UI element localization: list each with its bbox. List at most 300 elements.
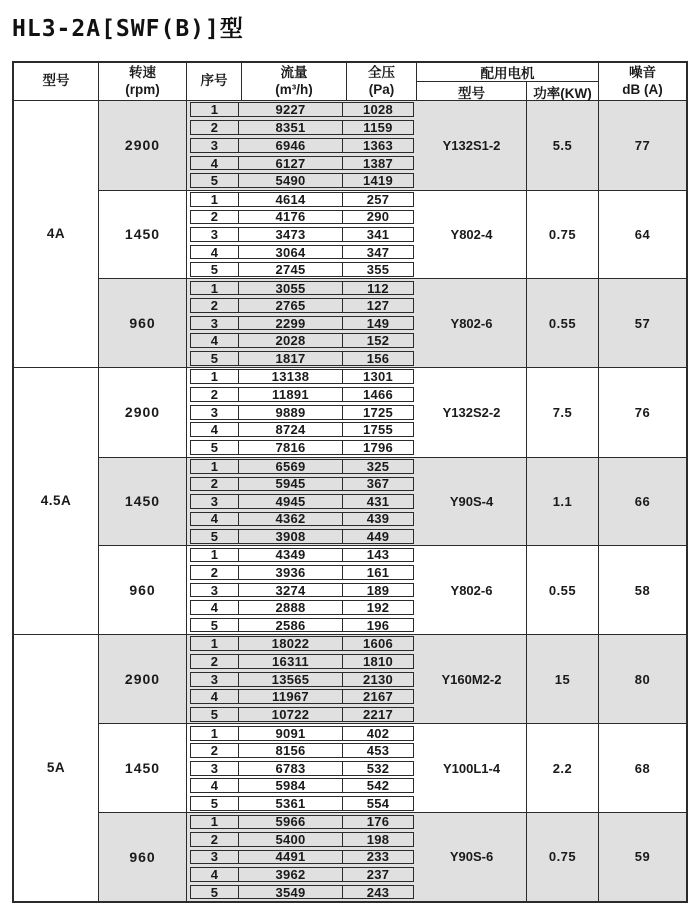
table-row-box: [190, 832, 414, 847]
flow-cell: 4491: [239, 851, 343, 864]
table-row: [190, 760, 414, 778]
pressure-cell: 402: [366, 725, 390, 741]
noise-cell: 57: [634, 315, 651, 331]
table-row-box: [190, 192, 414, 207]
table-row-box: [190, 281, 414, 296]
seq-cell: 1: [191, 727, 239, 740]
rpm-cell: 1450: [99, 724, 187, 812]
seq-cell: 4: [191, 601, 239, 614]
table-row-box: [190, 333, 414, 348]
table-row: [190, 243, 414, 261]
seq-cell: 1: [191, 460, 239, 473]
motor-power-cell: 0.75: [527, 191, 599, 279]
seq-cell: 2: [191, 478, 239, 491]
pressure-cell: 355: [366, 262, 390, 278]
table-row-box: [190, 672, 414, 687]
seq-cell: 3: [191, 139, 239, 152]
table-row-box: [190, 726, 414, 741]
pressure-cell: 1810: [362, 653, 394, 669]
flow-cell: 4349: [239, 549, 343, 562]
motor-model-cell: Y160M2-2: [417, 635, 527, 724]
pressure-cell: 189: [366, 582, 390, 598]
header-flow: [242, 63, 347, 100]
flow-cell: 13138: [239, 370, 343, 383]
table-row-box: [190, 120, 414, 135]
seq-cell: 2: [191, 388, 239, 401]
table-row: [190, 883, 414, 901]
flow-cell: 8156: [239, 744, 343, 757]
header-seq: [187, 63, 242, 100]
rpm-cell: 2900: [99, 101, 187, 190]
table-row: [190, 297, 414, 315]
seq-cell: 5: [191, 708, 239, 721]
table-row: [190, 724, 414, 742]
pressure-cell: 367: [366, 476, 390, 492]
pressure-cell: 152: [366, 333, 390, 349]
noise-cell: 77: [634, 137, 651, 153]
rpm-cell: 960: [99, 279, 187, 367]
seq-cell: 5: [191, 174, 239, 187]
flow-cell: 3473: [239, 228, 343, 241]
table-row: [190, 528, 414, 546]
noise-cell: 64: [634, 226, 651, 242]
seq-cell: 3: [191, 228, 239, 241]
pressure-cell: 196: [366, 617, 390, 633]
header-seq-label: 序号: [200, 73, 228, 89]
seq-cell: 4: [191, 423, 239, 436]
flow-cell: 9227: [239, 103, 343, 116]
motor-power-cell: 15: [527, 635, 599, 724]
seq-cell: 2: [191, 744, 239, 757]
flow-cell: 4614: [239, 193, 343, 206]
flow-cell: 3908: [239, 530, 343, 543]
header-pressure: [347, 63, 417, 100]
inner-rows: [187, 635, 417, 724]
seq-cell: 4: [191, 246, 239, 259]
motor-power-cell: 5.5: [527, 101, 599, 190]
flow-cell: 4176: [239, 211, 343, 224]
speed-block: [99, 545, 686, 634]
motor-power-cell: 0.75: [527, 813, 599, 901]
seq-cell: 1: [191, 103, 239, 116]
noise-cell: 80: [634, 671, 651, 687]
table-row: [190, 208, 414, 226]
seq-cell: 3: [191, 584, 239, 597]
pressure-cell: 1363: [362, 137, 394, 153]
flow-cell: 6946: [239, 139, 343, 152]
table-row: [190, 191, 414, 209]
speed-blocks: [99, 368, 686, 634]
header-flow-line1: 流量: [280, 64, 308, 80]
table-row-box: [190, 351, 414, 366]
table-row-box: [190, 850, 414, 865]
pressure-cell: 347: [366, 244, 390, 260]
pressure-cell: 127: [366, 298, 390, 314]
flow-cell: 16311: [239, 655, 343, 668]
table-row-box: [190, 512, 414, 527]
motor-model-cell: Y100L1-4: [417, 724, 527, 812]
header-pressure-line1: 全压: [368, 64, 395, 80]
table-row: [190, 226, 414, 244]
spec-table: [12, 61, 688, 903]
table-row-box: [190, 565, 414, 580]
header-motor-group: [417, 63, 599, 100]
pressure-cell: 1419: [362, 173, 394, 189]
flow-cell: 3936: [239, 566, 343, 579]
pressure-cell: 449: [366, 528, 390, 544]
table-row-box: [190, 885, 414, 900]
pressure-cell: 143: [366, 547, 390, 563]
table-row-box: [190, 689, 414, 704]
inner-rows: [187, 458, 417, 546]
table-row-box: [190, 815, 414, 830]
seq-cell: 3: [191, 762, 239, 775]
table-row-box: [190, 636, 414, 651]
table-row-box: [190, 405, 414, 420]
speed-block: [99, 368, 686, 457]
noise-cell: 59: [634, 849, 651, 865]
pressure-cell: 325: [366, 458, 390, 474]
seq-cell: 5: [191, 619, 239, 632]
table-row: [190, 458, 414, 476]
table-row-box: [190, 654, 414, 669]
table-row: [190, 706, 414, 724]
rpm-cell: 960: [99, 546, 187, 634]
table-row: [190, 368, 414, 386]
motor-model-cell: Y132S2-2: [417, 368, 527, 457]
pressure-cell: 1606: [362, 636, 394, 652]
noise-cell: 76: [634, 404, 651, 420]
table-row-box: [190, 245, 414, 260]
noise-cell: 68: [634, 760, 651, 776]
table-row: [190, 493, 414, 511]
table-row-box: [190, 459, 414, 474]
header-speed-line1: 转速: [129, 64, 156, 80]
pressure-cell: 1725: [362, 404, 394, 420]
table-row-box: [190, 369, 414, 384]
table-row: [190, 581, 414, 599]
pressure-cell: 257: [366, 191, 390, 207]
seq-cell: 1: [191, 370, 239, 383]
table-row-box: [190, 316, 414, 331]
seq-cell: 2: [191, 833, 239, 846]
seq-cell: 1: [191, 637, 239, 650]
model-group: [14, 367, 686, 634]
inner-rows: [187, 546, 417, 634]
table-row: [190, 795, 414, 813]
table-row-box: [190, 707, 414, 722]
table-row: [190, 510, 414, 528]
seq-cell: 2: [191, 566, 239, 579]
flow-cell: 2299: [239, 317, 343, 330]
table-row-box: [190, 743, 414, 758]
flow-cell: 5984: [239, 779, 343, 792]
flow-cell: 3549: [239, 886, 343, 899]
seq-cell: 3: [191, 406, 239, 419]
speed-block: [99, 812, 686, 901]
flow-cell: 3055: [239, 282, 343, 295]
noise-cell: 58: [634, 582, 651, 598]
table-row: [190, 670, 414, 688]
motor-model-cell: Y90S-6: [417, 813, 527, 901]
flow-cell: 3962: [239, 868, 343, 881]
flow-cell: 11891: [239, 388, 343, 401]
flow-cell: 13565: [239, 673, 343, 686]
rpm-cell: 1450: [99, 191, 187, 279]
header-speed-line2: (rpm): [125, 81, 160, 97]
speed-block: [99, 723, 686, 812]
flow-cell: 18022: [239, 637, 343, 650]
flow-cell: 5400: [239, 833, 343, 846]
seq-cell: 3: [191, 495, 239, 508]
table-row: [190, 101, 414, 119]
header-motor-power: 功率(KW): [533, 86, 592, 101]
inner-rows: [187, 368, 417, 457]
table-row-box: [190, 440, 414, 455]
rpm-cell: 2900: [99, 635, 187, 724]
inner-rows: [187, 724, 417, 812]
table-row: [190, 136, 414, 154]
table-row: [190, 439, 414, 457]
pressure-cell: 453: [366, 743, 390, 759]
table-row: [190, 314, 414, 332]
table-row: [190, 866, 414, 884]
table-row-box: [190, 227, 414, 242]
seq-cell: 5: [191, 352, 239, 365]
noise-cell: 66: [634, 493, 651, 509]
table-row-box: [190, 262, 414, 277]
table-row-box: [190, 173, 414, 188]
seq-cell: 5: [191, 263, 239, 276]
flow-cell: 9091: [239, 727, 343, 740]
motor-model-cell: Y90S-4: [417, 458, 527, 546]
rpm-cell: 2900: [99, 368, 187, 457]
table-row: [190, 172, 414, 190]
motor-power-cell: 0.55: [527, 546, 599, 634]
table-row-box: [190, 387, 414, 402]
table-row-box: [190, 529, 414, 544]
seq-cell: 5: [191, 530, 239, 543]
pressure-cell: 192: [366, 600, 390, 616]
pressure-cell: 532: [366, 760, 390, 776]
motor-model-cell: Y802-6: [417, 279, 527, 367]
pressure-cell: 156: [366, 350, 390, 366]
pressure-cell: 237: [366, 866, 390, 882]
flow-cell: 3274: [239, 584, 343, 597]
table-row: [190, 279, 414, 297]
pressure-cell: 542: [366, 778, 390, 794]
page-title: HL3-2A[SWF(B)]型: [12, 16, 244, 42]
flow-cell: 2028: [239, 334, 343, 347]
header-noise-line2: dB (A): [622, 81, 663, 97]
table-row: [190, 848, 414, 866]
table-row-box: [190, 548, 414, 563]
motor-model-cell: Y132S1-2: [417, 101, 527, 190]
speed-block: [99, 101, 686, 190]
seq-cell: 4: [191, 868, 239, 881]
header-model-label: 型号: [42, 73, 70, 89]
model-group: [14, 634, 686, 901]
header-speed: [99, 63, 187, 100]
speed-block: [99, 278, 686, 367]
table-row-box: [190, 867, 414, 882]
pressure-cell: 554: [366, 795, 390, 811]
pressure-cell: 2167: [362, 689, 394, 705]
flow-cell: 11967: [239, 690, 343, 703]
table-row: [190, 777, 414, 795]
motor-model-cell: Y802-4: [417, 191, 527, 279]
seq-cell: 3: [191, 673, 239, 686]
model-group: [14, 101, 686, 367]
table-row-box: [190, 494, 414, 509]
pressure-cell: 198: [366, 831, 390, 847]
flow-cell: 6569: [239, 460, 343, 473]
seq-cell: 4: [191, 779, 239, 792]
header-pressure-line2: (Pa): [368, 81, 395, 97]
flow-cell: 6127: [239, 157, 343, 170]
table-row: [190, 813, 414, 831]
flow-cell: 10722: [239, 708, 343, 721]
flow-cell: 4362: [239, 513, 343, 526]
seq-cell: 4: [191, 513, 239, 526]
seq-cell: 3: [191, 851, 239, 864]
motor-power-cell: 2.2: [527, 724, 599, 812]
seq-cell: 5: [191, 441, 239, 454]
speed-blocks: [99, 635, 686, 901]
speed-block: [99, 190, 686, 279]
header-model: [14, 63, 99, 100]
table-row: [190, 635, 414, 653]
table-row-box: [190, 298, 414, 313]
flow-cell: 2586: [239, 619, 343, 632]
seq-cell: 2: [191, 655, 239, 668]
table-row: [190, 475, 414, 493]
pressure-cell: 1028: [362, 102, 394, 118]
table-row: [190, 403, 414, 421]
inner-rows: [187, 813, 417, 901]
pressure-cell: 341: [366, 226, 390, 242]
speed-block: [99, 457, 686, 546]
flow-cell: 9889: [239, 406, 343, 419]
seq-cell: 5: [191, 797, 239, 810]
flow-cell: 2765: [239, 299, 343, 312]
table-row-box: [190, 583, 414, 598]
header-noise-line1: 噪音: [629, 64, 656, 80]
pressure-cell: 431: [366, 493, 390, 509]
table-row-box: [190, 796, 414, 811]
pressure-cell: 149: [366, 315, 390, 331]
table-row: [190, 261, 414, 279]
table-row: [190, 546, 414, 564]
table-row: [190, 653, 414, 671]
seq-cell: 1: [191, 816, 239, 829]
seq-cell: 2: [191, 121, 239, 134]
model-cell: 5A: [14, 635, 99, 901]
table-row-box: [190, 138, 414, 153]
motor-power-cell: 0.55: [527, 279, 599, 367]
flow-cell: 5490: [239, 174, 343, 187]
table-row: [190, 349, 414, 367]
table-row-box: [190, 477, 414, 492]
table-row: [190, 386, 414, 404]
table-row: [190, 564, 414, 582]
pressure-cell: 1466: [362, 387, 394, 402]
table-row-box: [190, 778, 414, 793]
seq-cell: 1: [191, 193, 239, 206]
table-row: [190, 831, 414, 849]
rpm-cell: 1450: [99, 458, 187, 546]
table-row: [190, 616, 414, 634]
pressure-cell: 439: [366, 511, 390, 527]
pressure-cell: 1159: [363, 120, 393, 136]
table-row-box: [190, 600, 414, 615]
pressure-cell: 112: [367, 280, 389, 296]
seq-cell: 4: [191, 334, 239, 347]
table-row: [190, 119, 414, 137]
table-body: [14, 101, 686, 901]
speed-blocks: [99, 101, 686, 367]
seq-cell: 4: [191, 690, 239, 703]
pressure-cell: 1301: [362, 369, 394, 385]
pressure-cell: 1796: [362, 440, 394, 456]
table-row-box: [190, 210, 414, 225]
flow-cell: 2888: [239, 601, 343, 614]
flow-cell: 1817: [239, 352, 343, 365]
pressure-cell: 161: [366, 565, 390, 580]
flow-cell: 4945: [239, 495, 343, 508]
table-row-box: [190, 102, 414, 117]
table-row-box: [190, 156, 414, 171]
model-cell: 4A: [14, 101, 99, 367]
flow-cell: 5966: [239, 816, 343, 829]
flow-cell: 6783: [239, 762, 343, 775]
inner-rows: [187, 191, 417, 279]
rpm-cell: 960: [99, 813, 187, 901]
pressure-cell: 2217: [362, 707, 394, 723]
flow-cell: 5945: [239, 478, 343, 491]
inner-rows: [187, 279, 417, 367]
model-cell: 4.5A: [14, 368, 99, 634]
table-row: [190, 154, 414, 172]
table-row-box: [190, 618, 414, 633]
seq-cell: 2: [191, 211, 239, 224]
pressure-cell: 1755: [362, 422, 394, 438]
table-row: [190, 421, 414, 439]
pressure-cell: 290: [366, 209, 390, 225]
flow-cell: 7816: [239, 441, 343, 454]
header-motor-subrow: [417, 82, 598, 102]
table-row: [190, 688, 414, 706]
seq-cell: 1: [191, 549, 239, 562]
motor-model-cell: Y802-6: [417, 546, 527, 634]
table-row: [190, 599, 414, 617]
seq-cell: 1: [191, 282, 239, 295]
pressure-cell: 176: [366, 814, 390, 830]
inner-rows: [187, 101, 417, 190]
header-noise: [599, 63, 686, 100]
table-header: [14, 63, 686, 101]
flow-cell: 8724: [239, 423, 343, 436]
pressure-cell: 2130: [362, 671, 394, 687]
seq-cell: 4: [191, 157, 239, 170]
motor-power-cell: 7.5: [527, 368, 599, 457]
pressure-cell: 233: [366, 849, 390, 865]
table-row-box: [190, 761, 414, 776]
table-row-box: [190, 422, 414, 437]
flow-cell: 5361: [239, 797, 343, 810]
motor-power-cell: 1.1: [527, 458, 599, 546]
speed-block: [99, 635, 686, 724]
